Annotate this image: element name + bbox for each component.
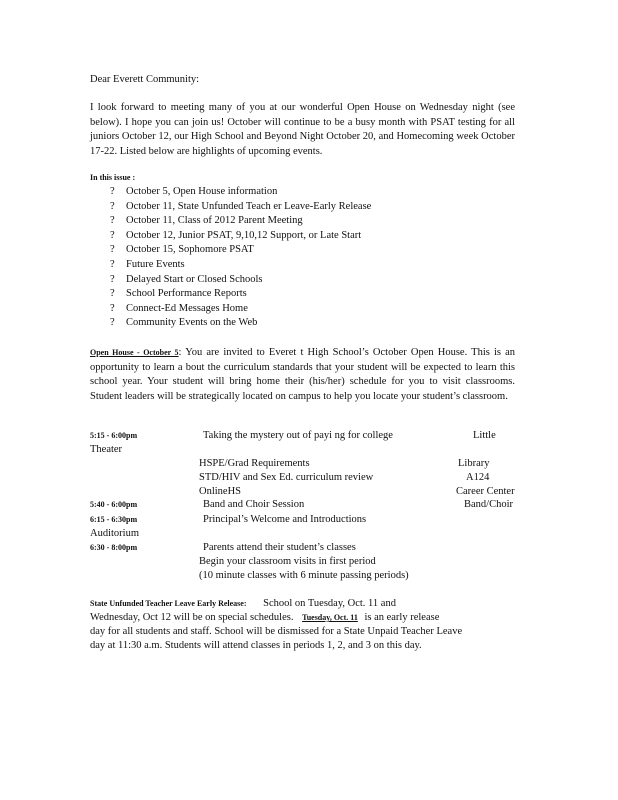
issue-list-item-label: October 5, Open House information bbox=[126, 186, 278, 197]
schedule-location-1-cont: Theater bbox=[90, 444, 123, 455]
schedule-location-2: Library bbox=[458, 458, 490, 469]
schedule-event-7: Parents attend their student’s classes bbox=[203, 542, 356, 553]
bullet-icon: ? bbox=[110, 259, 115, 270]
release-text-3: day for all students and staff. School will be dismissed for a State Unpaid Teacher Leave bbox=[90, 626, 463, 637]
issue-list-item-label: October 15, Sophomore PSAT bbox=[126, 244, 254, 256]
schedule-location-6: Auditorium bbox=[90, 528, 139, 539]
schedule-location-3: A124 bbox=[466, 472, 490, 483]
bullet-icon: ? bbox=[110, 186, 115, 197]
schedule-event-8: Begin your classroom visits in first period bbox=[199, 556, 376, 567]
release-text-2c: is an early release bbox=[364, 612, 440, 623]
schedule-time-5: 5:40 - 6:00pm bbox=[90, 500, 138, 509]
issue-list-item-label: October 11, Class of 2012 Parent Meeting bbox=[126, 215, 303, 227]
open-house-section bbox=[90, 346, 515, 404]
schedule-event-9: (10 minute classes with 6 minute passing periods) bbox=[199, 570, 409, 581]
schedule-time-6: 6:15 - 6:30pm bbox=[90, 515, 138, 524]
schedule-event-1: Taking the mystery out of payi ng for college bbox=[203, 430, 393, 441]
salutation: Dear Everett Community: bbox=[90, 74, 200, 85]
schedule-location-1: Little bbox=[473, 430, 496, 441]
bullet-icon: ? bbox=[110, 244, 115, 256]
issue-list-item-label: Community Events on the Web bbox=[126, 317, 258, 329]
issue-list-item-label: School Performance Reports bbox=[126, 288, 247, 300]
bullet-icon: ? bbox=[110, 215, 115, 227]
issue-list-item-label: October 11, State Unfunded Teach er Leave-Early Release bbox=[126, 200, 372, 212]
issue-list-item-label: Future Events bbox=[126, 259, 185, 270]
in-this-issue-heading: In this issue : bbox=[90, 173, 136, 182]
release-text-2b: Tuesday, Oct. 11 bbox=[302, 613, 358, 622]
schedule-time-7: 6:30 - 8:00pm bbox=[90, 543, 138, 552]
schedule-event-6: Principal’s Welcome and Introductions bbox=[203, 514, 367, 525]
schedule-event-2: HSPE/Grad Requirements bbox=[199, 458, 310, 469]
schedule-location-4: Career Center bbox=[456, 486, 515, 497]
release-text-2a: Wednesday, Oct 12 will be on special schedules. bbox=[90, 612, 294, 623]
bullet-icon: ? bbox=[110, 288, 115, 300]
open-house-text-line1: : You are invited to Everet t High School’s October Open bbox=[178, 347, 434, 358]
issue-list-item-label: October 12, Junior PSAT, 9,10,12 Support, or Late Start bbox=[126, 229, 362, 241]
bullet-icon: ? bbox=[110, 273, 115, 285]
schedule-time-1: 5:15 - 6:00pm bbox=[90, 431, 138, 440]
open-house-text: House. This is an opportunity to learn a bout the curriculum standards that your student will be expected to learn this school year. Your student will bring home their (his/her) schedule for you to visit classrooms. Student leaders will be strategically located on campus to help you locate your student’s classroom. bbox=[90, 347, 516, 402]
schedule-event-3: STD/HIV and Sex Ed. curriculum review bbox=[199, 472, 374, 483]
release-text-4: day at 11:30 a.m. Students will attend classes in periods 1, 2, and 3 on this day. bbox=[90, 640, 422, 651]
schedule-event-5: Band and Choir Session bbox=[203, 499, 305, 510]
issue-list-item-label: Connect-Ed Messages Home bbox=[126, 302, 248, 314]
bullet-icon: ? bbox=[110, 229, 115, 241]
release-text-1: School on Tuesday, Oct. 11 and bbox=[263, 598, 396, 609]
issue-list-item-label: Delayed Start or Closed Schools bbox=[126, 273, 263, 285]
release-heading: State Unfunded Teacher Leave Early Release: bbox=[90, 599, 247, 608]
open-house-heading: Open House - October 5 bbox=[90, 348, 179, 357]
bullet-icon: ? bbox=[110, 302, 115, 314]
schedule-event-4: OnlineHS bbox=[199, 486, 241, 497]
intro-paragraph: I look forward to meeting many of you at our wonderful Open House on Wednesday night (see below). I hope you can join us! October will continue to be a busy month with PSAT testing for all juniors October 12, our High School and Beyond Night October 20, and Homecoming week October 17-22. Listed below are highlights of upcoming events. bbox=[90, 102, 515, 157]
bullet-icon: ? bbox=[110, 200, 115, 212]
schedule-location-5: Band/Choir bbox=[464, 499, 513, 510]
bullet-icon: ? bbox=[110, 317, 115, 329]
